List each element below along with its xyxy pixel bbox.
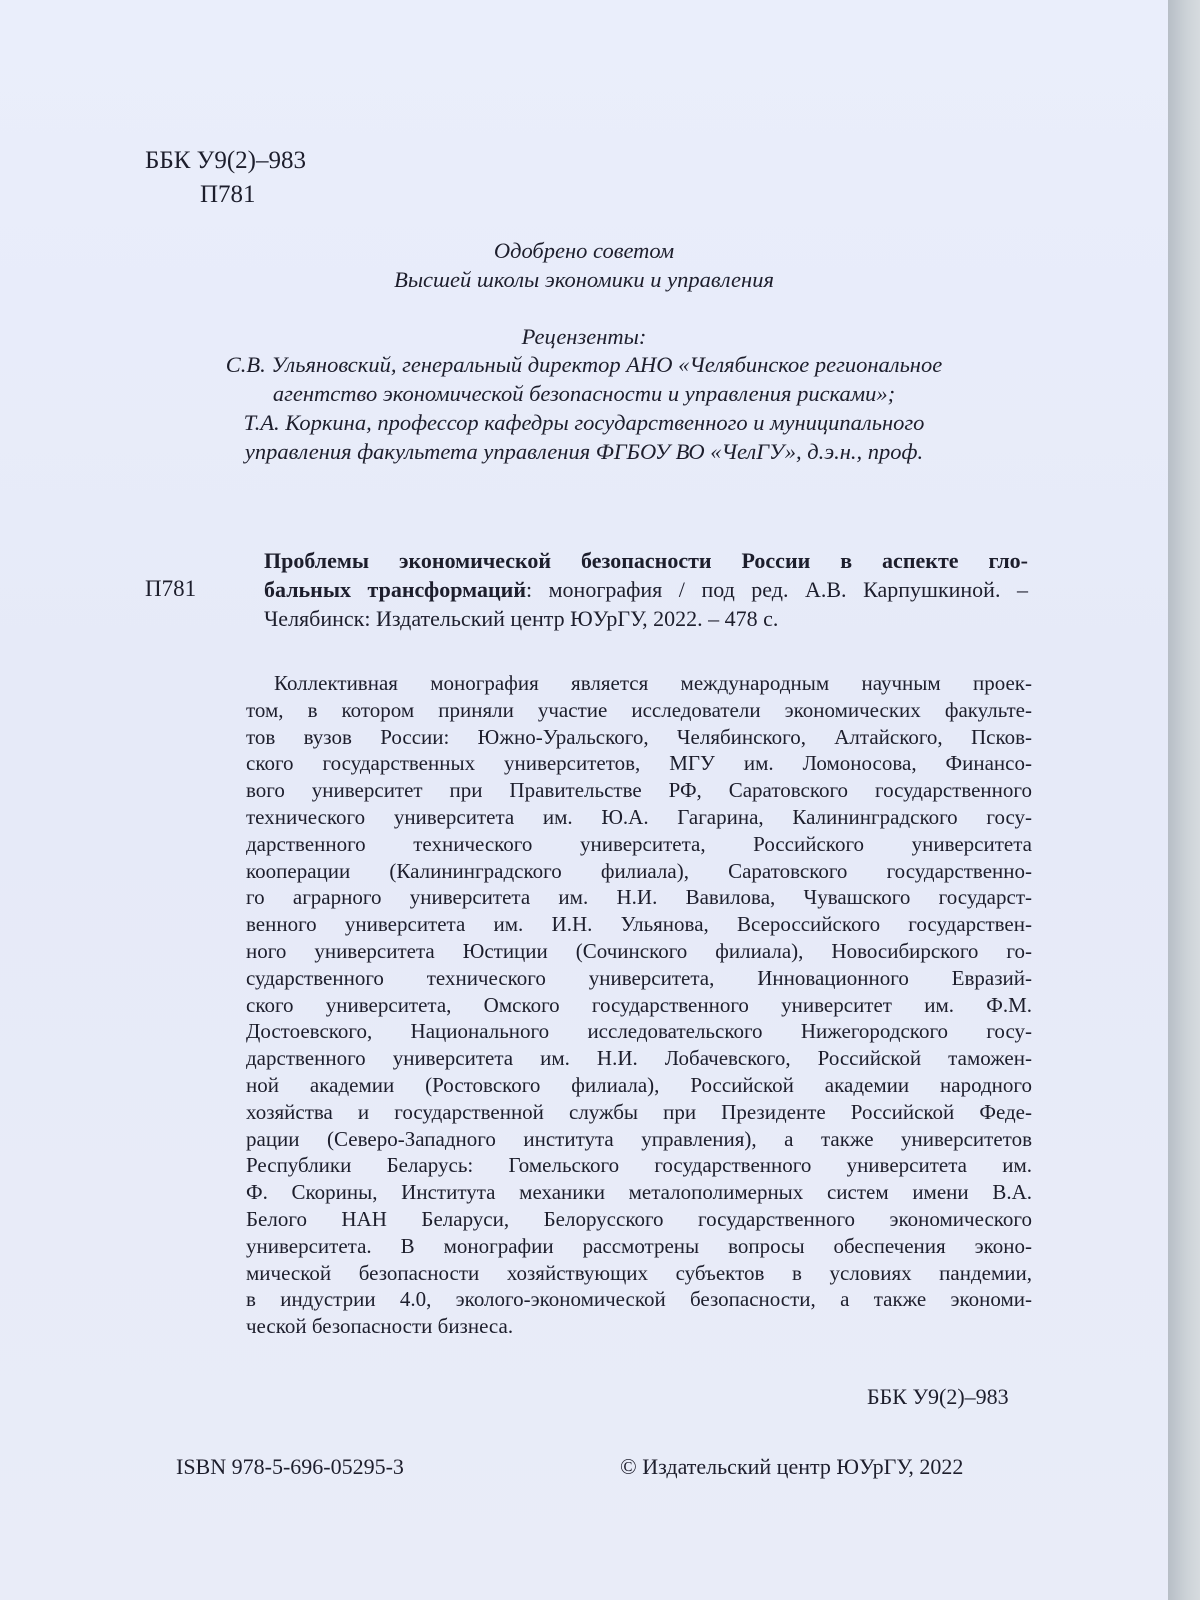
copyright-notice: © Издательский центр ЮУрГУ, 2022: [620, 1454, 964, 1479]
book-title-part: Проблемы экономической безопасности России в аспекте гло-: [264, 548, 1028, 573]
annotation-line: технического университета им. Ю.А. Гагарина, Калининградского госу-: [246, 804, 1032, 829]
bibliographic-record: [264, 546, 1028, 633]
annotation-line: университета. В монографии рассмотрены вопросы обеспечения эконо-: [246, 1233, 1032, 1258]
bibliography-line: [264, 575, 1028, 604]
background-edge: [1168, 0, 1200, 1600]
annotation-line: Достоевского, Национального исследовательского Нижегородского госу-: [246, 1019, 1032, 1044]
annotation-line: ной академии (Ростовского филиала), Российской академии народного: [246, 1072, 1032, 1097]
annotation-line: ского университета, Омского государственного университет им. Ф.М.: [246, 992, 1032, 1017]
annotation-line: ского государственных университетов, МГУ им. Ломоносова, Финансо-: [246, 751, 1032, 776]
reviewers-heading: Рецензенты:: [521, 324, 647, 349]
annotation-line: Ф. Скорины, Института механики металополимерных систем имени В.А.: [246, 1180, 1032, 1205]
reviewer-line: С.В. Ульяновский, генеральный директор АНО «Челябинское региональное: [225, 352, 943, 377]
annotation-line: Белого НАН Беларуси, Белорусского государственного экономического: [246, 1206, 1032, 1231]
annotation-line: рации (Северо-Западного института управления), а также университетов: [246, 1126, 1032, 1151]
annotation-line: кооперации (Калининградского филиала), Саратовского государственно-: [246, 858, 1032, 883]
reviewer-line: управления факультета управления ФГБОУ ВО «ЧелГУ», д.э.н., проф.: [244, 439, 924, 464]
annotation-line: том, в котором приняли участие исследователи экономических факульте-: [246, 697, 1032, 722]
approval-note: [0, 236, 1168, 294]
bbk-code: ББК У9(2)–983: [145, 147, 306, 174]
annotation-line: дарственного университета им. Н.И. Лобачевского, Российской таможен-: [246, 1046, 1032, 1071]
author-mark: П781: [200, 181, 256, 208]
annotation-line: в индустрии 4.0, эколого-экономической безопасности, а также экономи-: [246, 1287, 1032, 1312]
annotation-line: сударственного технического университета, Инновационного Евразий-: [246, 965, 1032, 990]
annotation-line: ного университета Юстиции (Сочинского филиала), Новосибирского го-: [246, 938, 1032, 963]
annotation-line: ческой безопасности бизнеса.: [246, 1314, 514, 1339]
reviewers-list: [0, 350, 1168, 466]
annotation-line: Коллективная монография является международным научным проек-: [274, 671, 1032, 695]
annotation-text: [246, 670, 1032, 1340]
isbn: ISBN 978-5-696-05295-3: [176, 1454, 404, 1479]
approval-line: Высшей школы экономики и управления: [394, 267, 774, 292]
annotation-line: Республики Беларусь: Гомельского государственного университета им.: [246, 1153, 1032, 1178]
annotation-line: венного университета им. И.Н. Ульянова, Всероссийского государствен-: [246, 912, 1032, 937]
reviewer-line: агентство экономической безопасности и управления рисками»;: [272, 381, 896, 406]
book-title-part: бальных трансформаций: [264, 577, 526, 602]
annotation-line: вого университет при Правительстве РФ, Саратовского государственного: [246, 778, 1032, 803]
bbk-code-footer: ББК У9(2)–983: [867, 1384, 1009, 1409]
annotation-line: тов вузов России: Южно-Уральского, Челябинского, Алтайского, Псков-: [246, 724, 1032, 749]
bibliography-line: Челябинск: Издательский центр ЮУрГУ, 2022. – 478 с.: [264, 606, 779, 631]
annotation-line: го аграрного университета им. Н.И. Вавилова, Чувашского государст-: [246, 885, 1032, 910]
bibliography-author-mark: П781: [145, 576, 197, 601]
annotation-line: хозяйства и государственной службы при Президенте Российской Феде-: [246, 1099, 1032, 1124]
approval-line: Одобрено советом: [493, 238, 675, 263]
annotation-line: дарственного технического университета, Российского университета: [246, 831, 1032, 856]
book-edition-info: : монография / под ред. А.В. Карпушкиной. –: [526, 577, 1028, 602]
annotation-line: мической безопасности хозяйствующих субъектов в условиях пандемии,: [246, 1260, 1032, 1285]
bibliography-line: [264, 546, 1028, 575]
reviewer-line: Т.А. Коркина, профессор кафедры государственного и муниципального: [243, 410, 925, 435]
